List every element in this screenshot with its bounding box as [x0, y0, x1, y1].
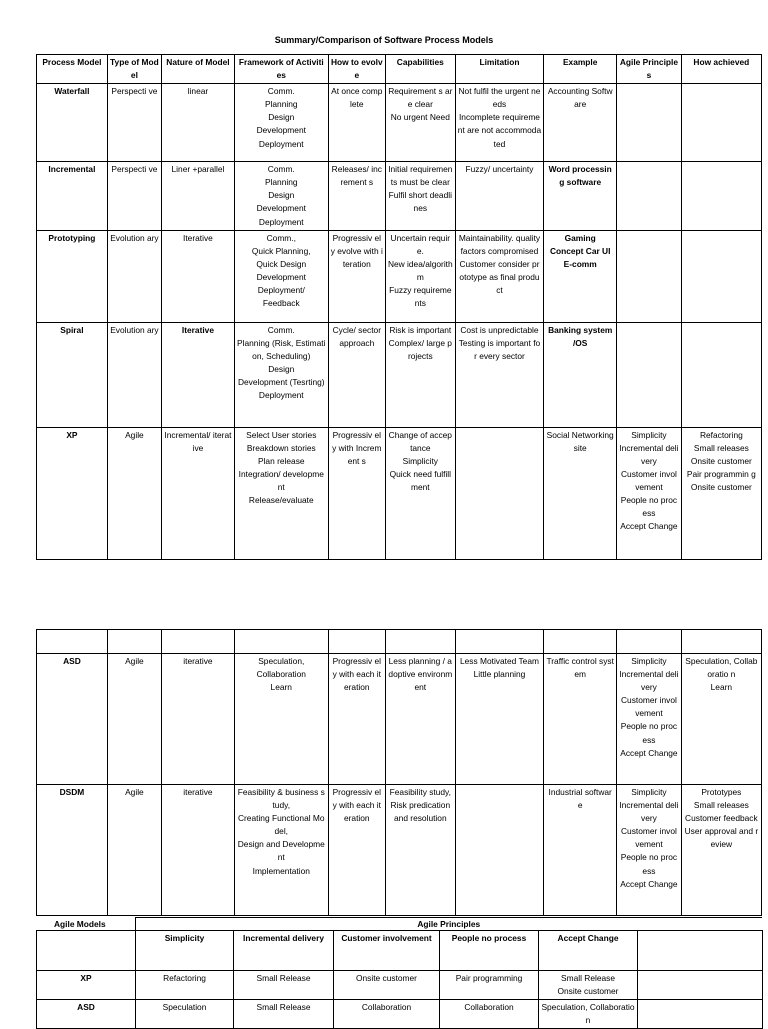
- cell-line: Risk predication and resolution: [390, 800, 451, 824]
- comparison-table: [36, 54, 762, 560]
- cell-line: Onsite customer: [557, 986, 619, 997]
- cell-line: Small releases: [693, 442, 749, 453]
- framework-cell: [234, 322, 328, 427]
- cell-line: Industrial software: [548, 787, 612, 811]
- agile-models-label: Agile Models: [54, 918, 106, 929]
- table-row: [37, 84, 762, 162]
- example-cell: [544, 427, 617, 559]
- cell-line: New idea/algorith m: [387, 258, 453, 282]
- principles-cell: [617, 162, 682, 230]
- limitation-cell: [455, 230, 544, 322]
- principles-cell: [617, 427, 682, 559]
- summary-cell: [539, 971, 638, 1000]
- cell-line: Initial requirements must be clear: [388, 164, 453, 188]
- cell-line: Accept Change: [620, 878, 678, 889]
- cell-line: Planning (Risk, Estimation, Scheduling): [237, 337, 326, 361]
- page-title: Summary/Comparison of Software Process Models: [274, 35, 494, 45]
- cell-line: People no process: [620, 721, 678, 745]
- capabilities-cell: [385, 785, 455, 916]
- model-name: Spiral: [37, 322, 108, 427]
- cell-line: Comm.: [267, 324, 295, 335]
- cell-line: Quick Planning,: [251, 245, 311, 256]
- principles-cell: [617, 84, 682, 162]
- table-row: [37, 162, 762, 230]
- cell-line: Word processing software: [548, 164, 612, 188]
- limitation-cell: [455, 427, 544, 559]
- cell-line: Pair programmin g: [686, 468, 756, 479]
- cell-line: Deployment: [258, 138, 304, 149]
- model-name: DSDM: [37, 785, 108, 916]
- cell-line: Change of acceptance: [388, 429, 452, 453]
- model-name: ASD: [37, 654, 108, 785]
- agile-principles-label: Agile Principles: [135, 918, 762, 932]
- cell-line: Plan release: [257, 455, 305, 466]
- summary-header-cell: Incremental delivery: [234, 931, 334, 971]
- summary-cell: Speculation: [136, 1000, 234, 1029]
- cell-line: Little planning: [473, 669, 526, 680]
- model-name: Incremental: [37, 162, 108, 230]
- principles-cell: [617, 230, 682, 322]
- cell-line: Social Networking site: [546, 429, 614, 453]
- cell-line: Concept Car UI: [549, 245, 611, 256]
- cell-line: Customer consider prototype as final product: [459, 258, 540, 296]
- table-row: [37, 785, 762, 916]
- agile-summary-title-row: [36, 917, 762, 931]
- limitation-cell: [455, 785, 544, 916]
- summary-cell: Collaboration: [334, 1000, 440, 1029]
- framework-cell: [234, 427, 328, 559]
- summary-header-cell: Simplicity: [136, 931, 234, 971]
- summary-cell: Small Release: [234, 971, 334, 1000]
- cell-line: People no process: [620, 852, 678, 876]
- cell-line: Cost is unpredictable: [460, 324, 539, 335]
- cell-line: Quick need fulfillment: [389, 468, 452, 493]
- capabilities-cell: [385, 654, 455, 785]
- cell-line: Incremental delivery: [619, 800, 679, 824]
- summary-header-cell: Customer involvement: [334, 931, 440, 971]
- summary-row: [37, 971, 763, 1000]
- table-row: [37, 427, 762, 559]
- cell-line: Traffic control system: [546, 656, 614, 680]
- table-row: [37, 322, 762, 427]
- summary-cell: Speculation, Collaboration: [539, 1000, 638, 1029]
- cell-line: Speculation, Collaboratio n: [685, 656, 758, 680]
- evolve-cell: Releases/ increment s: [328, 162, 385, 230]
- capabilities-cell: [385, 230, 455, 322]
- cell-line: Development (Tesrting): [237, 377, 325, 388]
- example-cell: [544, 322, 617, 427]
- model-nature: Incremental/ iterative: [161, 427, 234, 559]
- cell-line: Accept Change: [620, 521, 678, 532]
- evolve-cell: Progressiv ely with Increment s: [328, 427, 385, 559]
- cell-line: Complex/ large projects: [388, 337, 452, 361]
- capabilities-cell: [385, 322, 455, 427]
- cell-line: Less planning / adoptive environment: [388, 656, 453, 693]
- cell-line: Incomplete requirement are not accommodated: [457, 112, 542, 149]
- summary-row: [37, 1000, 763, 1029]
- cell-line: Development: [256, 125, 306, 136]
- cell-line: Simplicity: [631, 787, 667, 797]
- header-cell: Agile Principles: [617, 55, 682, 84]
- header-cell: Nature of Model: [161, 55, 234, 84]
- cell-line: Comm.,: [266, 232, 296, 243]
- model-nature: Iterative: [161, 230, 234, 322]
- cell-line: Customer feedback: [685, 813, 758, 824]
- cell-line: Small Release: [561, 973, 615, 983]
- cell-line: Refactoring: [699, 429, 743, 440]
- model-type: Evolution ary: [107, 230, 161, 322]
- limitation-cell: [455, 322, 544, 427]
- cell-line: Deployment/: [257, 285, 305, 296]
- capabilities-cell: [385, 427, 455, 559]
- comparison-table-continued: [36, 629, 762, 916]
- cell-line: Customer involvement: [621, 826, 677, 850]
- cell-line: Deployment: [258, 216, 304, 227]
- cell-line: Less Motivated Team: [459, 656, 539, 666]
- cell-line: Simplicity: [631, 656, 667, 666]
- example-cell: [544, 230, 617, 322]
- limitation-cell: [455, 84, 544, 162]
- model-name: Waterfall: [37, 84, 108, 162]
- summary-header-cell: People no process: [440, 931, 539, 971]
- example-cell: [544, 654, 617, 785]
- cell-line: People no process: [620, 495, 678, 519]
- evolve-cell: At once complete: [328, 84, 385, 162]
- cell-line: Planning: [264, 177, 298, 188]
- principles-cell: [617, 322, 682, 427]
- header-cell: Example: [544, 55, 617, 84]
- cell-line: Speculation,: [258, 656, 305, 666]
- model-type: Agile: [107, 654, 161, 785]
- cell-line: Design and Development: [237, 839, 325, 863]
- framework-cell: [234, 230, 328, 322]
- cell-line: Onsite customer: [690, 455, 752, 466]
- model-nature: Liner +parallel: [161, 162, 234, 230]
- cell-line: Simplicity: [631, 429, 667, 440]
- achieved-cell: [681, 785, 761, 916]
- model-type: Agile: [107, 785, 161, 916]
- evolve-cell: Progressiv ely evolve with iteration: [328, 230, 385, 322]
- cell-line: Select User stories: [246, 429, 317, 440]
- header-cell: Limitation: [455, 55, 544, 84]
- model-type: Perspecti ve: [107, 84, 161, 162]
- cell-line: Gaming: [564, 232, 596, 243]
- cell-line: Customer involvement: [621, 468, 677, 493]
- header-cell: Capabilities: [385, 55, 455, 84]
- cell-line: Prototypes: [701, 787, 742, 797]
- cell-line: Maintainability. quality factors compromised: [458, 232, 541, 256]
- cell-line: Learn: [710, 682, 733, 693]
- capabilities-cell: [385, 84, 455, 162]
- achieved-cell: [681, 654, 761, 785]
- header-cell: Process Model: [37, 55, 108, 84]
- cell-line: Fuzzy/ uncertainty: [465, 164, 534, 175]
- header-cell: How achieved: [681, 55, 761, 84]
- cell-line: Simplicity: [402, 455, 438, 466]
- model-nature: iterative: [161, 785, 234, 916]
- summary-header-cell: Accept Change: [539, 931, 638, 971]
- model-name: Prototyping: [37, 230, 108, 322]
- cell-line: Comm.: [267, 86, 295, 97]
- cell-line: Feasibility study,: [389, 787, 451, 797]
- cell-line: Accept Change: [620, 747, 678, 758]
- table-row: [37, 654, 762, 785]
- cell-line: Banking system /OS: [548, 324, 613, 348]
- cell-line: Not fulfil the urgent needs: [458, 86, 541, 110]
- cell-line: Deployment: [258, 390, 304, 401]
- cell-line: Requirement s are clear: [388, 86, 453, 110]
- cell-line: No urgent Need: [390, 112, 450, 123]
- cell-line: Small releases: [693, 800, 749, 811]
- cell-line: Implementation: [252, 865, 310, 876]
- cell-line: Quick Design: [256, 258, 307, 269]
- cell-line: Accounting Software: [547, 86, 613, 110]
- example-cell: [544, 84, 617, 162]
- cell-line: Risk is important: [389, 324, 452, 335]
- cell-line: Design: [268, 190, 295, 201]
- model-name: XP: [37, 427, 108, 559]
- cell-line: Development: [256, 203, 306, 214]
- empty-header-row: [37, 630, 762, 654]
- cell-line: Design: [268, 112, 295, 123]
- example-cell: [544, 785, 617, 916]
- achieved-cell: [681, 84, 761, 162]
- cell-line: Testing is important for every sector: [458, 337, 541, 361]
- cell-line: Fulfil short deadlines: [388, 190, 452, 214]
- framework-cell: [234, 84, 328, 162]
- model-nature: iterative: [161, 654, 234, 785]
- cell-line: Creating Functional Model,: [237, 813, 325, 837]
- agile-summary-table: [36, 930, 763, 1029]
- summary-model-name: ASD: [37, 1000, 136, 1029]
- cell-line: E-comm: [563, 258, 597, 269]
- cell-line: Learn: [270, 682, 292, 693]
- cell-line: User approval and review: [684, 826, 759, 850]
- summary-cell: Refactoring: [136, 971, 234, 1000]
- summary-cell: Collaboration: [440, 1000, 539, 1029]
- header-cell: How to evolve: [328, 55, 385, 84]
- cell-line: Release/evaluate: [248, 495, 314, 506]
- summary-cell: Pair programming: [440, 971, 539, 1000]
- summary-cell: Small Release: [234, 1000, 334, 1029]
- cell-line: Comm.: [267, 164, 295, 175]
- cell-line: Breakdown stories: [246, 442, 316, 453]
- principles-cell: [617, 654, 682, 785]
- model-nature: linear: [161, 84, 234, 162]
- limitation-cell: [455, 654, 544, 785]
- principles-cell: [617, 785, 682, 916]
- cell-line: Fuzzy requirements: [389, 285, 452, 309]
- header-cell: Type of Model: [107, 55, 161, 84]
- framework-cell: [234, 654, 328, 785]
- cell-line: Onsite customer: [690, 482, 752, 493]
- cell-line: Customer involvement: [621, 695, 677, 719]
- evolve-cell: Progressiv ely with each iteration: [328, 654, 385, 785]
- header-cell: Framework of Activities: [234, 55, 328, 84]
- achieved-cell: [681, 427, 761, 559]
- model-type: Perspecti ve: [107, 162, 161, 230]
- model-type: Evolution ary: [107, 322, 161, 427]
- table-row: [37, 230, 762, 322]
- cell-line: Design: [268, 363, 295, 374]
- example-cell: [544, 162, 617, 230]
- cell-line: Collaboration: [256, 669, 306, 680]
- cell-line: Uncertain require.: [390, 232, 451, 256]
- limitation-cell: [455, 162, 544, 230]
- header-row: [37, 55, 762, 84]
- framework-cell: [234, 785, 328, 916]
- summary-cell: Onsite customer: [334, 971, 440, 1000]
- achieved-cell: [681, 162, 761, 230]
- model-type: Agile: [107, 427, 161, 559]
- evolve-cell: Progressiv ely with each iteration: [328, 785, 385, 916]
- summary-model-name: XP: [37, 971, 136, 1000]
- achieved-cell: [681, 322, 761, 427]
- model-nature: Iterative: [161, 322, 234, 427]
- cell-line: Incremental delivery: [619, 669, 679, 693]
- capabilities-cell: [385, 162, 455, 230]
- cell-line: Feasibility & business study,: [237, 787, 325, 811]
- cell-line: Integration/ development: [238, 468, 324, 493]
- cell-line: Planning: [264, 99, 298, 110]
- cell-line: Development: [256, 271, 306, 282]
- cell-line: Feedback: [262, 298, 300, 309]
- framework-cell: [234, 162, 328, 230]
- evolve-cell: Cycle/ sector approach: [328, 322, 385, 427]
- cell-line: Incremental delivery: [619, 442, 679, 466]
- achieved-cell: [681, 230, 761, 322]
- summary-header-row: [37, 931, 763, 971]
